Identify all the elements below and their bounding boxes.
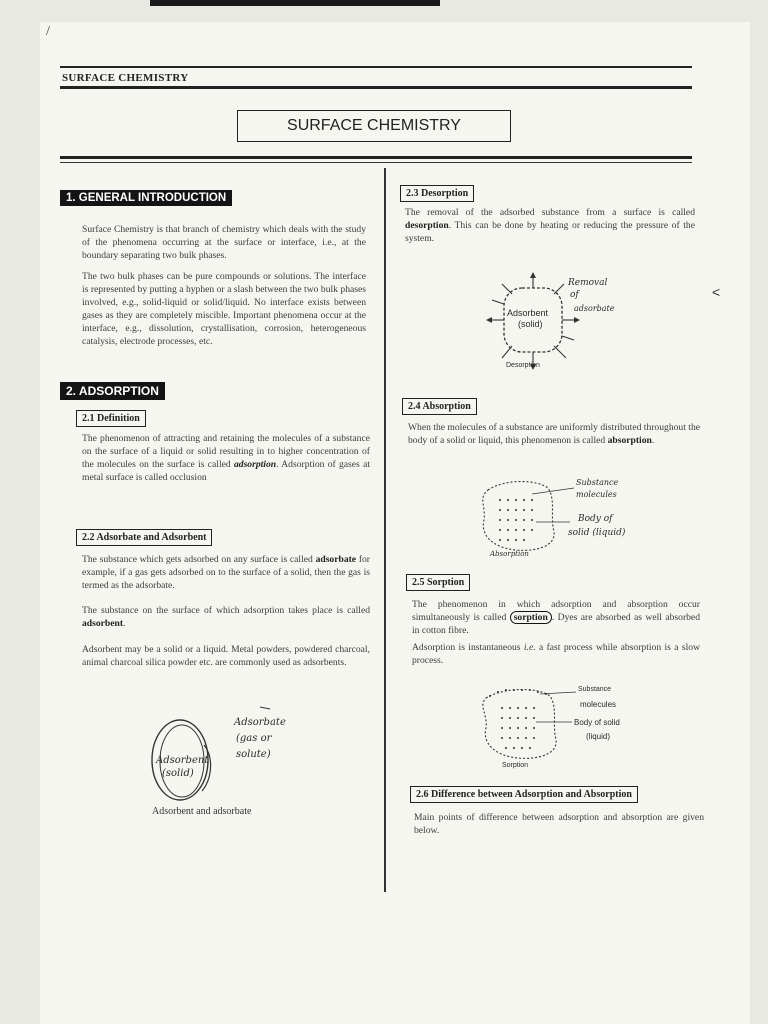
adsorbent-types-paragraph: Adsorbent may be a solid or a liquid. Metal powders, powdered charcoal, animal charcoal silica powder etc. are commonly used as adsorbents. [82, 644, 370, 668]
fig2-caption: Desorption [506, 362, 540, 369]
fig2-adsorbate-label: adsorbate [574, 304, 615, 313]
pen-mark: / [46, 24, 50, 39]
fig3-solid-liquid-label: solid (liquid) [568, 528, 626, 538]
fig4-substance-label: Substance [578, 686, 612, 693]
fig4-caption: Sorption [502, 762, 529, 769]
side-arrow: < [712, 284, 721, 300]
fig4-molecules-label: molecules [580, 700, 617, 709]
sorption-figure [476, 682, 656, 774]
running-head: SURFACE CHEMISTRY [62, 72, 189, 84]
fig2-of-label: of [570, 290, 579, 300]
fig3-substance-label: Substance [576, 478, 619, 487]
page-title: SURFACE CHEMISTRY [237, 110, 511, 142]
title-rule-thick [60, 156, 692, 159]
sorption-dots [489, 689, 547, 749]
fig1-solid-label: (solid) [162, 768, 194, 779]
definition-paragraph: The phenomenon of attracting and retaining the molecules of a substance on the surface of a liquid or solid resulting in to higher concentration of the molecules on the surface is called adsorption. Adsorption of gases at metal surface is called occlusion [82, 433, 370, 483]
adsorbent-paragraph: The substance on the surface of which adsorption takes place is called adsorbent. [82, 605, 370, 629]
intro-paragraph-1: Surface Chemistry is that branch of chemistry which deals with the study of the phenomena occurring at the surface or interface, i.e., at the boundary separating two bulk phases. [82, 224, 366, 261]
fig2-adsorbent-label: Adsorbent [507, 308, 549, 318]
fig4-body-of-solid-label: Body of solid [574, 718, 620, 727]
column-divider [384, 168, 386, 892]
intro-paragraph-2: The two bulk phases can be pure compounds or solutions. The interface is represented by putting a hyphen or a slash between the two bulk phases involved, e.g., solid-liquid or solid/liquid. No interface exists between gases as they are completely miscible. Important phenomena occur at the interface, e.g., dissolution, crystallisation, corrosion, heterogeneous catalysis, electrode processes, etc. [82, 271, 366, 347]
sorption-diagram [476, 682, 656, 774]
absorption-paragraph: When the molecules of a substance are uniformly distributed throughout the body of a solid or liquid, this phenomenon is called absorption. [408, 422, 700, 446]
subsection-definition: 2.1 Definition [76, 410, 146, 427]
fig1-caption: Adsorbent and adsorbate [152, 806, 252, 817]
fig1-solute-label: solute) [236, 749, 271, 760]
fig4-liquid-label: (liquid) [586, 732, 611, 741]
fig3-body-of-label: Body of [578, 514, 613, 524]
header-rule-top [60, 66, 692, 68]
title-rule-thin [60, 162, 692, 163]
difference-paragraph: Main points of difference between adsorption and absorption are given below. [414, 812, 704, 836]
fig3-caption: Absorption [490, 550, 529, 558]
sorption-paragraph: The phenomenon in which adsorption and absorption occur simultaneously is called sorption . Dyes are absorbed as well absorbed in cotton fibre. [412, 599, 700, 636]
subsection-adsorbate-adsorbent: 2.2 Adsorbate and Adsorbent [76, 529, 212, 546]
section-general-introduction: 1. GENERAL INTRODUCTION [60, 190, 232, 206]
desorption-figure [478, 270, 658, 375]
absorption-dots [499, 499, 533, 541]
section-adsorption: 2. ADSORPTION [60, 382, 165, 400]
subsection-difference: 2.6 Difference between Adsorption and Absorption [410, 786, 638, 803]
adsorbent-adsorbate-figure [142, 705, 312, 810]
subsection-sorption: 2.5 Sorption [406, 574, 470, 591]
fig1-gas-or-label: (gas or [236, 733, 272, 744]
fig1-adsorbate-label: Adsorbate [234, 717, 286, 728]
subsection-absorption: 2.4 Absorption [402, 398, 477, 415]
adsorbate-paragraph: The substance which gets adsorbed on any surface is called adsorbate for example, if a gas gets adsorbed on to the surface of a solid, then the gas is termed as the adsorbate. [82, 554, 371, 591]
header-rule-bottom [60, 86, 692, 89]
fig2-removal-label: Removal [568, 278, 608, 288]
absorption-figure [476, 476, 656, 562]
desorption-paragraph: The removal of the adsorbed substance from a surface is called desorption. This can be done by heating or reducing the pressure of the system. [405, 207, 695, 244]
top-shadow [150, 0, 440, 6]
subsection-desorption: 2.3 Desorption [400, 185, 474, 202]
sorption-speed-paragraph: Adsorption is instantaneous i.e. a fast process while absorption is a slow process. [412, 642, 700, 666]
fig1-adsorbent-label: Adsorbent [156, 755, 209, 766]
fig2-solid-label: (solid) [518, 319, 543, 329]
fig3-molecules-label: molecules [576, 490, 617, 499]
